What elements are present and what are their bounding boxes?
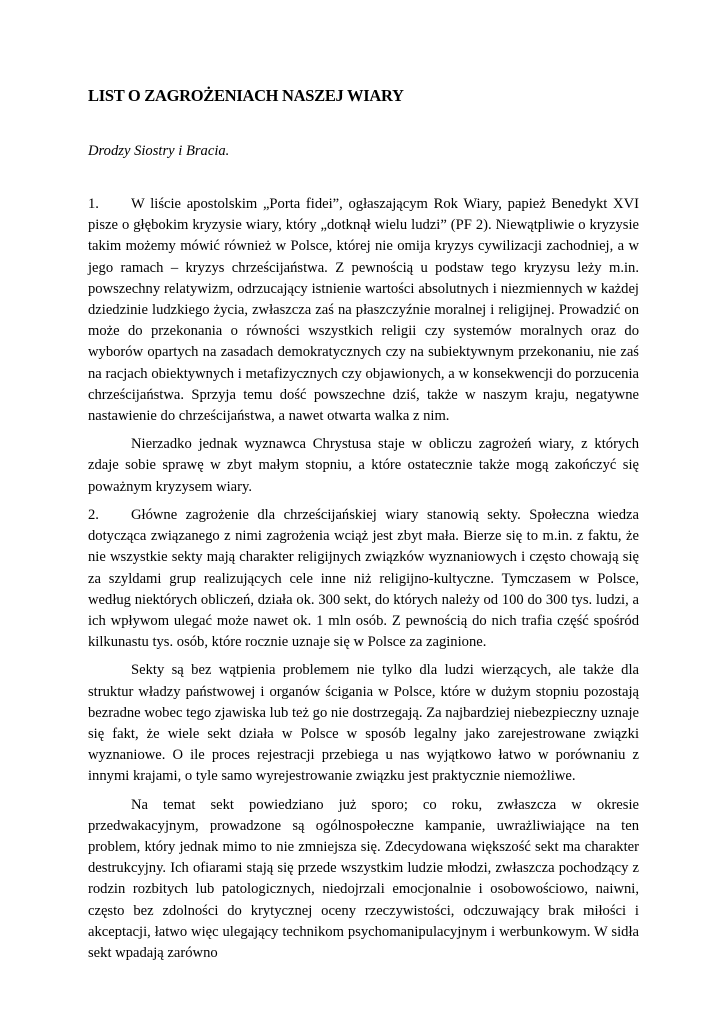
document-title: LIST O ZAGROŻENIACH NASZEJ WIARY <box>88 86 404 105</box>
section-number: 2. <box>88 507 99 523</box>
section-1 <box>88 194 639 505</box>
section-2-paragraph-3: Na temat sekt powiedziano już sporo; co roku, zwłaszcza w okresie przedwakacyjnym, prowadzone są ogólnospołeczne kampanie, uwrażliwiające na ten problem, który jednak mimo to nie zmniejsza się. Zdecydowana większość sekt ma charakter destrukcyjny. Ich ofiarami stają się przede wszystkim ludzie młodzi, zwłaszcza pochodzący z rodzin rozbitych lub patologicznych, niedojrzali emocjonalnie i osobowościowo, naiwni, często bez zdolności do krytycznej oceny rzeczywistości, odczuwający brak miłości i akceptacji, łatwo więc ulegający technikom psychomanipulacyjnym i werbunkowym. W sidła sekt wpadają zarówno <box>88 796 639 962</box>
section-2-paragraph-2: Sekty są bez wątpienia problemem nie tylko dla ludzi wierzących, ale także dla struktur władzy państwowej i organów ścigania w Polsce, które w dużym stopniu pozostają bezradne wobec tego zjawiska lub też go nie dostrzegają. Za najbardziej niebezpieczny uznaje się fakt, że wiele sekt działa w Polsce w sposób legalny jako zarejestrowane związki wyznaniowe. O ile proces rejestracji przebiega u nas wyjątkowo łatwo w porównaniu z innymi krajami, o tyle samo wyrejestrowanie związku jest praktycznie niemożliwe. <box>88 662 639 785</box>
paragraph-text: W liście apostolskim „Porta fidei”, ogłaszającym Rok Wiary, papież Benedykt XVI pisze o głębokim kryzysie wiary, który „dotknął wielu ludzi” (PF 2). Niewątpliwie o kryzysie takim możemy mówić również w Polsce, której nie omija kryzys cywilizacji zachodniej, a w jego ramach – kryzys chrześcijaństwa. Z pewnością u podstaw tego kryzysu leży m.in. powszechny relatywizm, odrzucający istnienie wartości absolutnych i niezmiennych w każdej dziedzinie ludzkiego życia, zwłaszcza zaś na płaszczyźnie moralnej i religijnej. Prowadzić on może do przekonania o równości wszystkich religii czy systemów moralnych oraz do wyborów opartych na zasadach demokratycznych czy na subiektywnym przekonaniu, nie zaś na racjach obiektywnych i metafizycznych czy objawionych, a w konsekwencji do porzucenia chrześcijaństwa. Sprzyja temu dość powszechne dziś, także w naszym kraju, negatywne nastawienie do chrześcijaństwa, a nawet otwarta walka z nim. <box>88 196 639 425</box>
greeting: Drodzy Siostry i Bracia. <box>88 143 230 159</box>
section-1-paragraph-1 <box>88 194 639 427</box>
section-number: 1. <box>88 196 99 212</box>
section-2-paragraph-1 <box>88 505 639 653</box>
section-1-paragraph-2: Nierzadko jednak wyznawca Chrystusa staje w obliczu zagrożeń wiary, z których zdaje sobie sprawę w zbyt małym stopniu, a które ostatecznie także mogą zakończyć się poważnym kryzysem wiary. <box>88 436 639 495</box>
section-2 <box>88 505 639 971</box>
paragraph-text: Główne zagrożenie dla chrześcijańskiej wiary stanowią sekty. Społeczna wiedza dotycząca związanego z nimi zagrożenia wciąż jest zbyt mała. Bierze się to m.in. z faktu, że nie wszystkie sekty mają charakter religijnych związków wyznaniowych i często chowają się za szyldami grup realizujących cele inne niż religijno-kultyczne. Tymczasem w Polsce, według niektórych obliczeń, działa ok. 300 sekt, do których należy od 100 do 300 tys. ludzi, a ich wpływom ulegać może nawet ok. 1 mln osób. Z pewnością do nich trafia część spośród kilkunastu tys. osób, które rocznie uznaje się w Polsce za zaginione. <box>88 507 639 651</box>
